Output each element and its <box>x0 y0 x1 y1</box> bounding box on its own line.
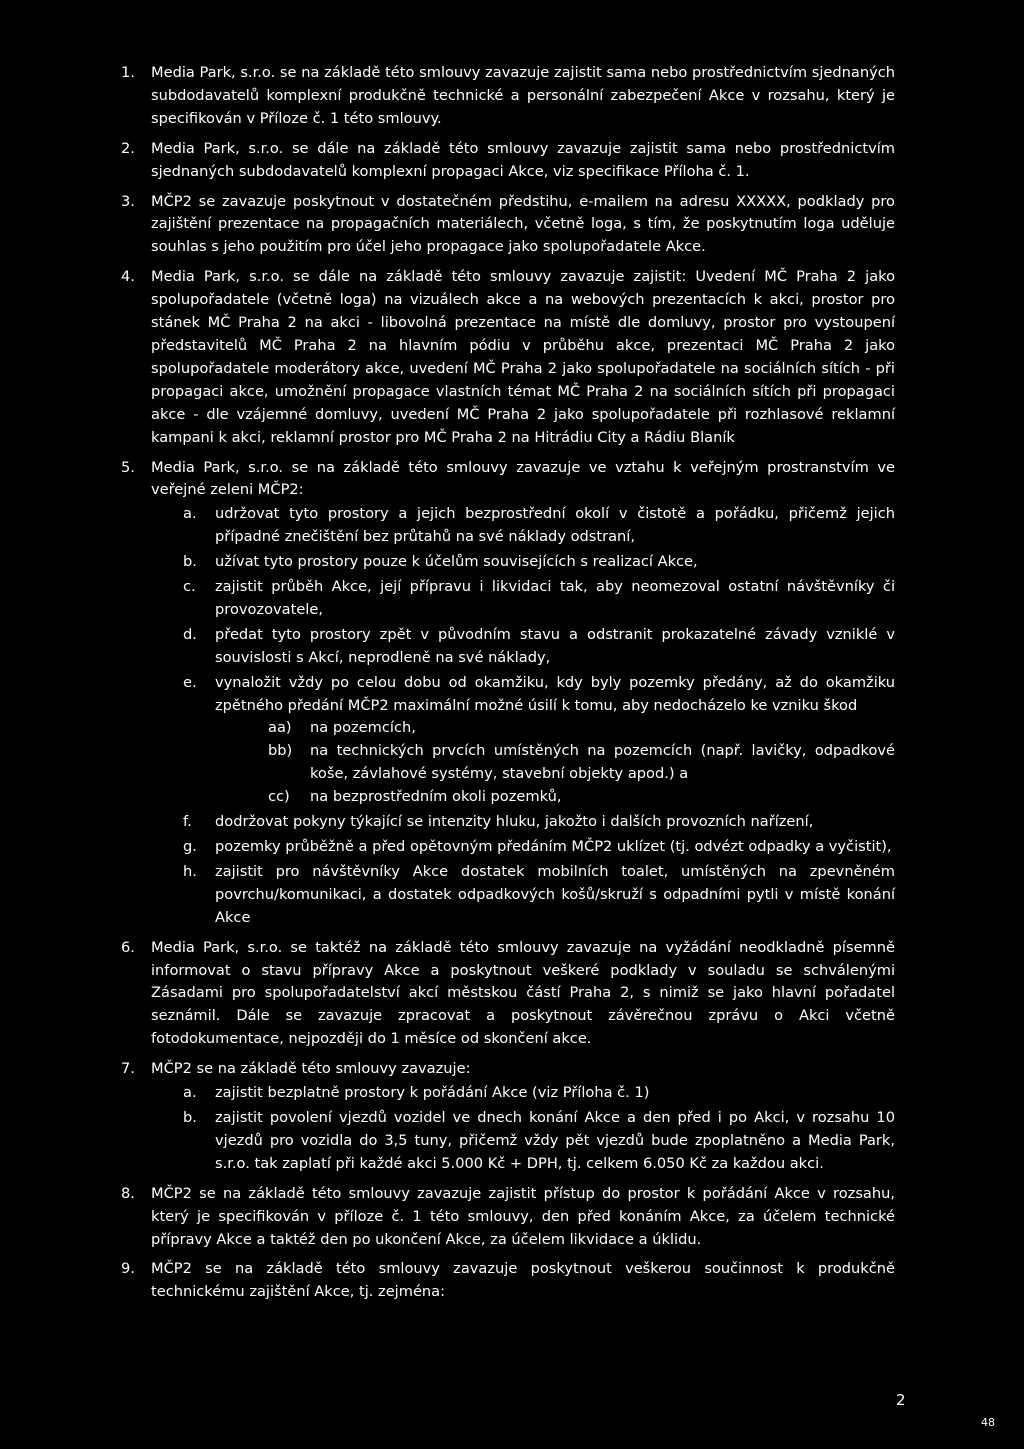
subclause-letter: cc) <box>268 788 290 806</box>
page-id: 48 <box>981 1416 995 1429</box>
subclause-letter: b. <box>183 1108 197 1126</box>
subclause-text: zajistit průběh Akce, její přípravu i likvidaci tak, aby neomezoval ostatní návštěvníky či provozovatele, <box>215 578 895 618</box>
subclause-text: zajistit bezplatně prostory k pořádání Akce (viz Příloha č. 1) <box>215 1084 650 1102</box>
page-number: 2 <box>896 1391 906 1409</box>
subclause-text: zajistit pro návštěvníky Akce dostatek mobilních toalet, umístěných na zpevněném povrchu/komunikaci, a dostatek odpadkových košů/skruží s odpadními pytli v místě konání Akce <box>215 862 895 926</box>
subclause-text: pozemky průběžně a před opětovným předáním MČP2 uklízet (tj. odvézt odpadky a vyčistit), <box>215 838 892 855</box>
clause-number: 9. <box>121 1260 135 1278</box>
clause-2 <box>121 138 895 184</box>
clause-text: Media Park, s.r.o. se na základě této smlouvy zavazuje ve vztahu k veřejným prostranstvím ve veřejné zeleni MČP2: <box>151 458 895 499</box>
subclause-letter: bb) <box>268 742 293 760</box>
subclause-5d <box>183 624 895 670</box>
clause-4 <box>121 266 895 449</box>
subclause-text: zajistit povolení vjezdů vozidel ve dnech konání Akce a den před i po Akci, v rozsahu 10 vjezdů pro vozidla do 3,5 tuny, přičemž vždy pět vjezdů bude zpoplatněno a Media Park, s.r.o. tak zaplatí při každé akci 5.000 Kč + DPH, tj. celkem 6.050 Kč za každou akci. <box>215 1108 895 1172</box>
clause-number: 4. <box>121 268 135 286</box>
clause-text: MČP2 se na základě této smlouvy zavazuje: <box>151 1060 471 1078</box>
subclause-5e <box>183 672 895 809</box>
clause-number: 5. <box>121 458 135 476</box>
subclause-text: předat tyto prostory zpět v původním stavu a odstranit prokazatelné závady vzniklé v souvislosti s Akcí, neprodleně na své náklady, <box>215 625 895 666</box>
clause-8 <box>121 1183 895 1252</box>
subclause-text: na bezprostředním okoli pozemků, <box>310 788 562 806</box>
subclause-5f <box>183 811 895 834</box>
clause-text: Media Park, s.r.o. se dále na základě této smlouvy zavazuje zajistit: Uvedení MČ Praha 2 jako spolupořadatele (včetně loga) na vizuálech akce a na webových prezentacích k akci, prostor pro stánek MČ Praha 2 na akci - libovolná prezentace na místě dle domluvy, prostor pro vystoupení představitelů MČ Praha 2 na hlavním pódiu v průběhu akce, prezentaci MČ Praha 2 jako spolupořadatele moderátory akce, uvedení MČ Praha 2 jako spolupořadatele na sociálních sítích - při propagaci akce, umožnění propagace vlastních témat MČ Praha 2 na sociálních sítích při propagaci akce - dle vzájemné domluvy, uvedení MČ Praha 2 jako spolupořadatele při rozhlasové reklamní kampani k akci, reklamní prostor pro MČ Praha 2 na Hitrádiu City a Rádiu Blaník <box>151 268 895 446</box>
clause-number: 1. <box>121 64 135 81</box>
subclause-letter: e. <box>183 673 197 691</box>
clause-number: 2. <box>121 139 135 157</box>
subclause-5a <box>183 503 895 549</box>
subclause-5e-aa <box>268 717 895 740</box>
subclause-5b <box>183 551 895 574</box>
subclause-letter: b. <box>183 553 197 571</box>
subclause-7b <box>183 1107 895 1176</box>
subclause-5g <box>183 836 895 859</box>
clause-text: Media Park, s.r.o. se dále na základě této smlouvy zavazuje zajistit sama nebo prostřednictvím sjednaných subdodavatelů komplexní propagaci Akce, viz specifikace Příloha č. 1. <box>151 139 895 180</box>
subclause-letter: c. <box>183 578 196 596</box>
clause-7 <box>121 1058 895 1176</box>
subclause-5h <box>183 861 895 930</box>
subclause-letter: h. <box>183 862 197 880</box>
subclause-text: na technických prvcích umístěných na pozemcích (např. lavičky, odpadkové koše, závlahové systémy, stavební objekty apod.) a <box>310 742 895 783</box>
clause-number: 3. <box>121 192 135 210</box>
subclause-letter: f. <box>183 813 192 831</box>
subclause-letter: g. <box>183 838 197 855</box>
clause-text: MČP2 se zavazuje poskytnout v dostatečném předstihu, e-mailem na adresu XXXXX, podklady pro zajištění prezentace na propagačních materiálech, včetně loga, s tím, že poskytnutím loga uděluje souhlas s jeho použitím pro účel jeho propagace jako spolupořadatele Akce. <box>151 192 895 256</box>
clause-number: 6. <box>121 938 135 956</box>
subclause-letter: a. <box>183 505 197 523</box>
clause-9 <box>121 1258 895 1304</box>
subclause-7a <box>183 1082 895 1105</box>
subclause-letter: d. <box>183 625 197 643</box>
subclause-text: užívat tyto prostory pouze k účelům souvisejících s realizací Akce, <box>215 553 698 571</box>
subclause-text: na pozemcích, <box>310 719 416 737</box>
subclause-letter: a. <box>183 1084 197 1102</box>
clause-text: MČP2 se na základě této smlouvy zavazuje zajistit přístup do prostor k pořádání Akce v rozsahu, který je specifikován v příloze č. 1 této smlouvy, den před konáním Akce, za účelem technické přípravy Akce a taktéž den po ukončení Akce, za účelem likvidace a úklidu. <box>151 1184 895 1248</box>
clause-number: 8. <box>121 1184 135 1202</box>
clause-text: MČP2 se na základě této smlouvy zavazuje poskytnout veškerou součinnost k produkčně technickému zajištění Akce, tj. zejména: <box>151 1260 895 1301</box>
subclause-text: dodržovat pokyny týkající se intenzity hluku, jakožto i dalších provozních nařízení, <box>215 813 814 831</box>
subclause-5e-bb <box>268 740 895 786</box>
clause-number: 7. <box>121 1060 135 1078</box>
clause-text: Media Park, s.r.o. se na základě této smlouvy zavazuje zajistit sama nebo prostřednictvím sjednaných subdodavatelů komplexní produkčně technické a personální zabezpečení Akce v rozsahu, který je specifikován v Příloze č. 1 této smlouvy. <box>151 64 895 127</box>
subclause-letter: aa) <box>268 719 292 737</box>
clause-5 <box>121 457 895 930</box>
subclause-5c <box>183 576 895 622</box>
subclause-5e-cc <box>268 786 895 809</box>
document-body <box>0 62 1024 1311</box>
clause-3 <box>121 191 895 260</box>
clause-6 <box>121 937 895 1052</box>
subclause-text: udržovat tyto prostory a jejich bezprostřední okolí v čistotě a pořádku, přičemž jejich případné znečištění bez průtahů na své náklady odstraní, <box>215 505 895 546</box>
clause-1 <box>121 62 895 131</box>
subclause-text: vynaložit vždy po celou dobu od okamžiku, kdy byly pozemky předány, až do okamžiku zpětného předání MČP2 maximální možné úsilí k tomu, aby nedocházelo ke vzniku škod <box>215 673 895 714</box>
clause-text: Media Park, s.r.o. se taktéž na základě této smlouvy zavazuje na vyžádání neodkladně písemně informovat o stavu přípravy Akce a poskytnout veškeré podklady v souladu se schválenými Zásadami pro spolupořadatelství akcí městskou částí Praha 2, s nimiž se jako hlavní pořadatel seznámil. Dále se zavazuje zpracovat a poskytnout závěrečnou zprávu o Akci včetně fotodokumentace, nejpozději do 1 měsíce od skončení akce. <box>151 938 895 1048</box>
